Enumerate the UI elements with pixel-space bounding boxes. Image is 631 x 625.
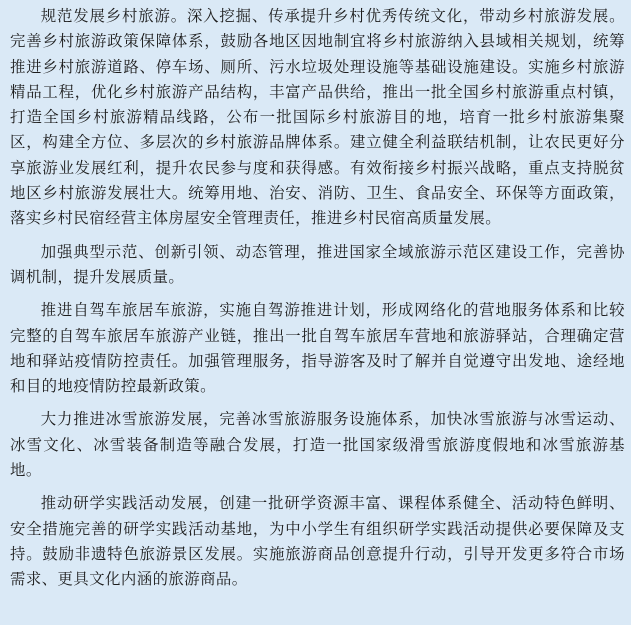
paragraph-ice-snow-tourism: 大力推进冰雪旅游发展，完善冰雪旅游服务设施体系，加快冰雪旅游与冰雪运动、冰雪文化、冰雪装备制造等融合发展，打造一批国家级滑雪旅游度假地和冰雪旅游基地。: [10, 410, 625, 480]
paragraph-demonstration-zones: 加强典型示范、创新引领、动态管理，推进国家全域旅游示范区建设工作，完善协调机制，提升发展质量。: [10, 242, 625, 286]
paragraph-study-tours: 推动研学实践活动发展，创建一批研学资源丰富、课程体系健全、活动特色鲜明、安全措施完善的研学实践活动基地，为中小学生有组织研学实践活动提供必要保障及支持。鼓励非遗特色旅游景区发展。实施旅游商品创意提升行动，引导开发更多符合市场需求、更具文化内涵的旅游商品。: [10, 494, 625, 589]
paragraph-self-driving-tourism: 推进自驾车旅居车旅游，实施自驾游推进计划，形成网络化的营地服务体系和比较完整的自驾车旅居车旅游产业链，推出一批自驾车旅居车营地和旅游驿站，合理确定营地和驿站疫情防控责任。加强管理服务，指导游客及时了解并自觉遵守出发地、途经地和目的地疫情防控最新政策。: [10, 301, 625, 396]
paragraph-rural-tourism: 规范发展乡村旅游。深入挖掘、传承提升乡村优秀传统文化，带动乡村旅游发展。完善乡村旅游政策保障体系，鼓励各地区因地制宜将乡村旅游纳入县域相关规划，统筹推进乡村旅游道路、停车场、厕所、污水垃圾处理设施等基础设施建设。实施乡村旅游精品工程，优化乡村旅游产品结构，丰富产品供给，推出一批全国乡村旅游重点村镇，打造全国乡村旅游精品线路，公布一批国际乡村旅游目的地，培育一批乡村旅游集聚区，构建全方位、多层次的乡村旅游品牌体系。建立健全利益联结机制，让农民更好分享旅游业发展红利，提升农民参与度和获得感。有效衔接乡村振兴战略，重点支持脱贫地区乡村旅游发展壮大。统筹用地、治安、消防、卫生、食品安全、环保等方面政策，落实乡村民宿经营主体房屋安全管理责任，推进乡村民宿高质量发展。: [10, 7, 625, 228]
